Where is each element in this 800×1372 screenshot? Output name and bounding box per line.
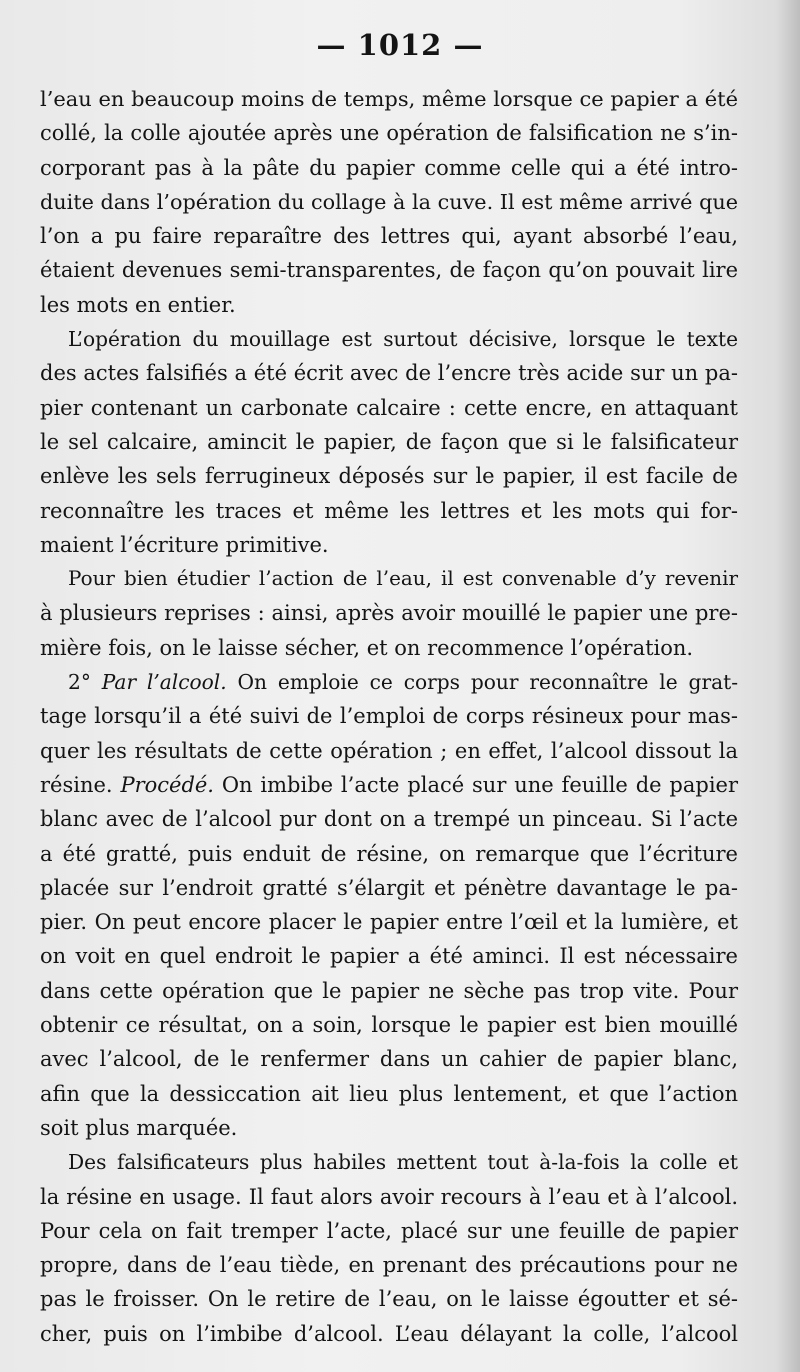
- text-line: l’on a pu faire reparaître des lettres qui, ayant absorbé l’eau,: [40, 224, 738, 249]
- text-line: maient l’écriture primitive.: [40, 532, 329, 557]
- text-line: l’eau en beaucoup moins de temps, même lorsque ce papier a été: [40, 87, 738, 111]
- text-line: dans cette opération que le papier ne sèche pas trop vite. Pour: [40, 978, 738, 1003]
- text-line: à plusieurs reprises : ainsi, après avoir mouillé le papier une pre-: [40, 601, 738, 626]
- text-line: on voit en quel endroit le papier a été aminci. Il est nécessaire: [40, 944, 738, 969]
- text-line: obtenir ce résultat, on a soin, lorsque le papier est bien mouillé: [40, 1013, 738, 1038]
- text-line-rest: On imbibe l’acte placé sur une feuille de papier: [213, 772, 738, 797]
- text-line: L’opération du mouillage est surtout décisive, lorsque le texte: [68, 327, 738, 352]
- text-line: duite dans l’opération du collage à la cuve. Il est même arrivé que: [40, 189, 738, 214]
- text-line: afin que la dessiccation ait lieu plus lentement, et que l’action: [40, 1081, 738, 1106]
- text-line: Des falsificateurs plus habiles mettent tout à-la-fois la colle et: [68, 1150, 738, 1175]
- text-line: pier. On peut encore placer le papier entre l’œil et la lumière, et: [40, 910, 738, 935]
- text-line: collé, la colle ajoutée après une opération de falsification ne s’in-: [40, 121, 738, 146]
- text-line: des actes falsifiés a été écrit avec de l’encre très acide sur un pa-: [40, 361, 738, 386]
- text-line: Pour cela on fait tremper l’acte, placé sur une feuille de papier: [40, 1218, 738, 1243]
- text-line: les mots en entier.: [40, 292, 236, 317]
- text-line: Pour bien étudier l’action de l’eau, il est convenable d’y revenir: [68, 567, 738, 591]
- text-line: la résine en usage. Il faut alors avoir recours à l’eau et à l’alcool.: [40, 1184, 738, 1209]
- text-line: cher, puis on l’imbibe d’alcool. L’eau délayant la colle, l’alcool: [40, 1321, 738, 1346]
- section-heading: Par l’alcool.: [101, 670, 227, 695]
- page-number: — 1012 —: [316, 28, 484, 62]
- text-line: [40, 768, 738, 802]
- text-line: [40, 665, 738, 699]
- text-line: étaient devenues semi-transparentes, de façon qu’on pouvait lire: [40, 258, 738, 283]
- text-line: pas le froisser. On le retire de l’eau, on le laisse égoutter et sé-: [40, 1287, 738, 1312]
- text-line: mière fois, on le laisse sécher, et on recommence l’opération.: [40, 635, 694, 660]
- text-line: reconnaître les traces et même les lettres et les mots qui for-: [40, 498, 738, 523]
- text-line: tage lorsqu’il a été suivi de l’emploi de corps résineux pour mas-: [40, 704, 738, 729]
- text-line: le sel calcaire, amincit le papier, de façon que si le falsificateur: [40, 429, 738, 454]
- page-body: [40, 82, 738, 1351]
- text-line-rest: On emploie ce corps pour reconnaître le grat-: [226, 670, 739, 695]
- text-line: avec l’alcool, de le renfermer dans un cahier de papier blanc,: [40, 1047, 738, 1072]
- text-line: propre, dans de l’eau tiède, en prenant des précautions pour ne: [40, 1253, 738, 1278]
- text-line: soit plus marquée.: [40, 1115, 238, 1140]
- text-line-start: résine.: [40, 772, 121, 797]
- text-line: quer les résultats de cette opération ; en effet, l’alcool dissout la: [40, 738, 738, 763]
- text-line: pier contenant un carbonate calcaire : cette encre, en attaquant: [40, 395, 738, 420]
- section-number: 2°: [68, 670, 102, 695]
- procedure-heading: Procédé.: [120, 772, 214, 797]
- text-line: corporant pas à la pâte du papier comme celle qui a été intro-: [40, 155, 738, 180]
- text-line: enlève les sels ferrugineux déposés sur le papier, il est facile de: [40, 464, 738, 489]
- text-line: placée sur l’endroit gratté s’élargit et pénètre davantage le pa-: [40, 875, 738, 900]
- text-line: a été gratté, puis enduit de résine, on remarque que l’écriture: [40, 841, 738, 866]
- text-line: blanc avec de l’alcool pur dont on a trempé un pinceau. Si l’acte: [40, 807, 738, 832]
